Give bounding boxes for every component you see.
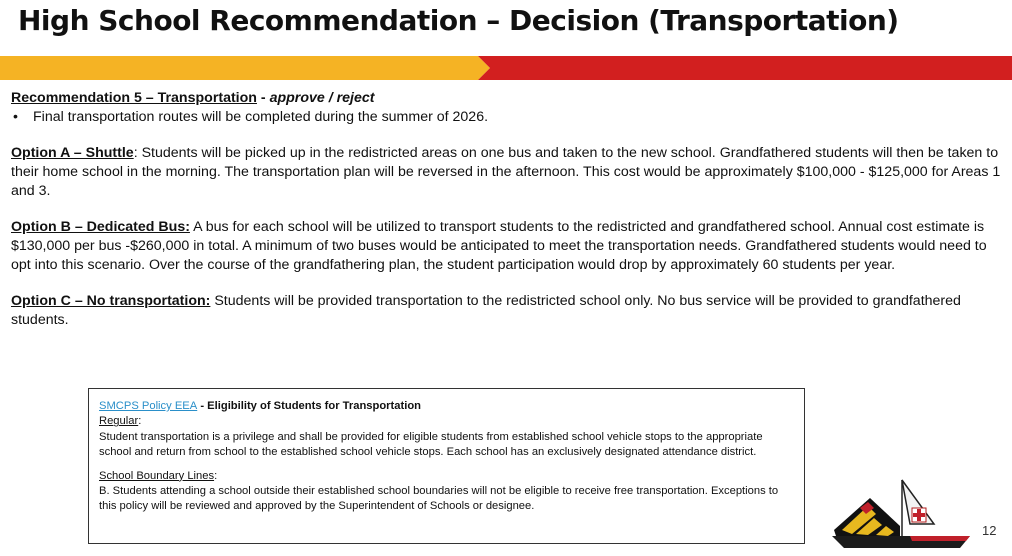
option-b — [11, 218, 1001, 275]
slide-body — [11, 89, 1001, 330]
recommendation-bullet — [11, 108, 1001, 127]
policy-title: - Eligibility of Students for Transportation — [197, 400, 421, 412]
policy-boundary-label-line — [99, 469, 794, 484]
band-red-segment — [478, 56, 1012, 80]
policy-regular-text: Student transportation is a privilege and shall be provided for eligible students from established school vehicle stops to the appropriate school and return from school to the established school vehicle stops. Each school has an exclusively designated attendance district. — [99, 430, 763, 459]
policy-regular-colon: : — [138, 415, 142, 428]
option-a-heading: Option A – Shuttle — [11, 145, 134, 161]
bullet-dot: • — [13, 109, 18, 125]
band-gold-segment — [0, 56, 490, 80]
option-b-text: A bus for each school will be utilized to transport students to the redistricted and grandfathered school. Annual cost estimate is $130,000 per bus -$260,000 in total. A minimum of two buses would be anticipated to meet the transportation needs. Grandfathered students would need to opt into this scenario. Over the course of the grandfathering plan, the student participation would drop by approximately 60 students per year. — [11, 219, 987, 273]
recommendation-line — [11, 89, 1001, 108]
option-a-separator: : — [133, 145, 138, 161]
option-c-text: Students will be provided transportation to the redistricted school only. No bus service will be provided to grandfathered students. — [11, 293, 961, 328]
recommendation-bullet-text: Final transportation routes will be completed during the summer of 2026. — [33, 109, 489, 125]
recommendation-heading: Recommendation 5 – Transportation — [11, 90, 257, 106]
policy-boundary-text: B. Students attending a school outside their established school boundaries will not be eligible to receive free transportation. Exceptions to this policy will be reviewed and approved by the Superintendent of Schools or designee. — [99, 485, 779, 513]
recommendation-separator: - — [256, 90, 270, 106]
header-color-band — [0, 56, 1012, 80]
policy-regular-label-line — [99, 414, 794, 429]
option-a-text: Students will be picked up in the redistricted areas on one bus and taken to the new school. Grandfathered students will then be taken to their home school in the morning. The transportation plan will be reversed in the afternoon. This cost would be approximately $100,000 - $125,000 for Areas 1 and 3. — [11, 145, 1001, 199]
policy-regular-label: Regular — [99, 415, 139, 428]
slide-title: High School Recommendation – Decision (Transportation) — [18, 4, 899, 37]
policy-header — [99, 399, 794, 414]
policy-link[interactable]: SMCPS Policy EEA — [99, 400, 198, 412]
recommendation-decision: approve / reject — [269, 90, 375, 106]
option-a — [11, 144, 1001, 201]
option-c-heading: Option C – No transportation: — [11, 293, 211, 309]
page-number: 12 — [982, 523, 997, 538]
policy-boundary-label: School Boundary Lines — [99, 469, 215, 482]
option-c — [11, 292, 1001, 330]
school-district-logo — [830, 478, 976, 550]
policy-box — [88, 388, 805, 544]
option-b-heading: Option B – Dedicated Bus: — [11, 219, 190, 235]
policy-boundary-colon: : — [214, 469, 218, 482]
